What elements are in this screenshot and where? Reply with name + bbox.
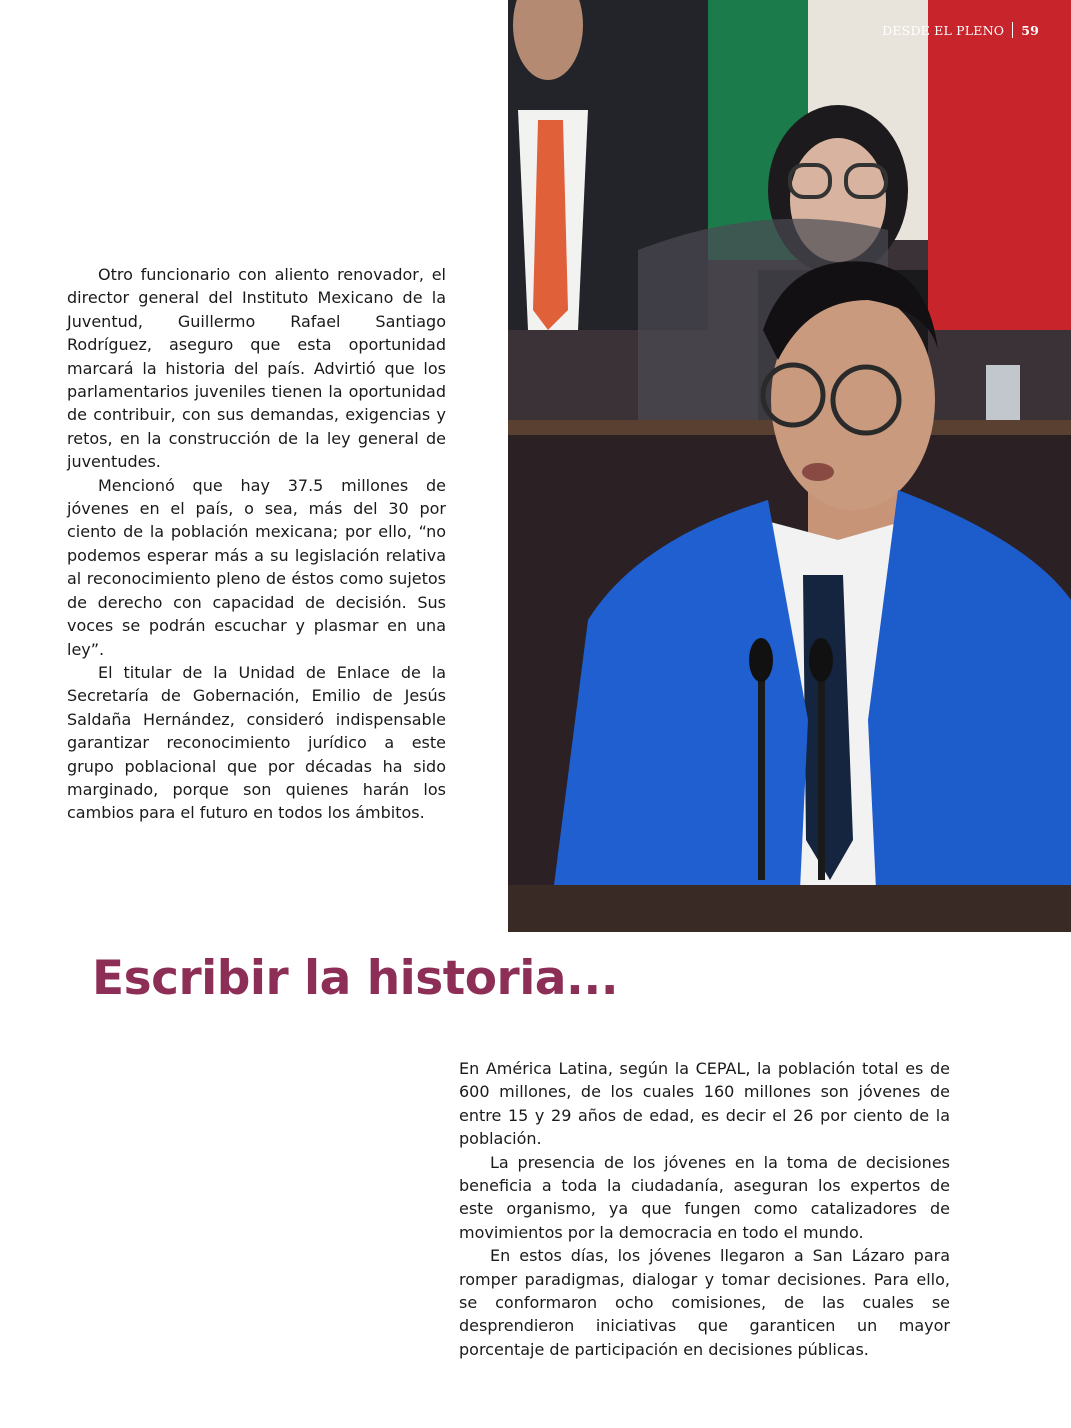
section-title: Escribir la historia... [92,951,619,1006]
right-column [459,1057,950,1361]
paragraph: El titular de la Unidad de Enlace de la Secretaría de Gobernación, Emilio de Jesús Saldaña Hernández, consideró indispensable garantizar reconocimiento jurídico a este grupo poblacional que por décadas ha sido marginado, porque son quienes harán los cambios para el futuro en todos los ámbitos. [67,662,446,823]
paragraph: Otro funcionario con aliento renovador, el director general del Instituto Mexicano de la Juventud, Guillermo Rafael Santiago Rodríguez, aseguro que esta oportunidad marcará la historia del país. Advirtió que los parlamentarios juveniles tienen la oportunidad de contribuir, con sus demandas, exigencias y retos, en la construcción de la ley general de juventudes. [67,265,446,472]
header-divider [1012,22,1013,38]
photo-of-young-speaker-at-podium-icon [508,0,1071,932]
section-name: DESDE EL PLENO [882,23,1005,38]
paragraph: En América Latina, según la CEPAL, la población total es de 600 millones, de los cuales 160 millones son jóvenes de entre 15 y 29 años de edad, es decir el 26 por ciento de la población. [459,1059,950,1149]
left-column [67,263,446,825]
running-header [882,22,1039,38]
paragraph: Mencionó que hay 37.5 millones de jóvenes en el país, o sea, más del 30 por ciento de la población mexicana; por ello, “no podemos esperar más a su legislación relativa al reconocimiento pleno de éstos como sujetos de derecho con capacidad de decisión. Sus voces se podrán escuchar y plasmar en una ley”. [67,475,446,659]
paragraph: En estos días, los jóvenes llegaron a San Lázaro para romper paradigmas, dialogar y tomar decisiones. Para ello, se conformaron ocho comisiones, de las cuales se desprendieron iniciativas que garanticen un mayor porcentaje de participación en decisiones públicas. [459,1246,950,1359]
page-number: 59 [1021,23,1039,38]
paragraph: La presencia de los jóvenes en la toma de decisiones beneficia a toda la ciudadanía, aseguran los expertos de este organismo, ya que fungen como catalizadores de movimientos por la democracia en todo el mundo. [459,1152,950,1242]
speaker-photo [508,0,1071,932]
